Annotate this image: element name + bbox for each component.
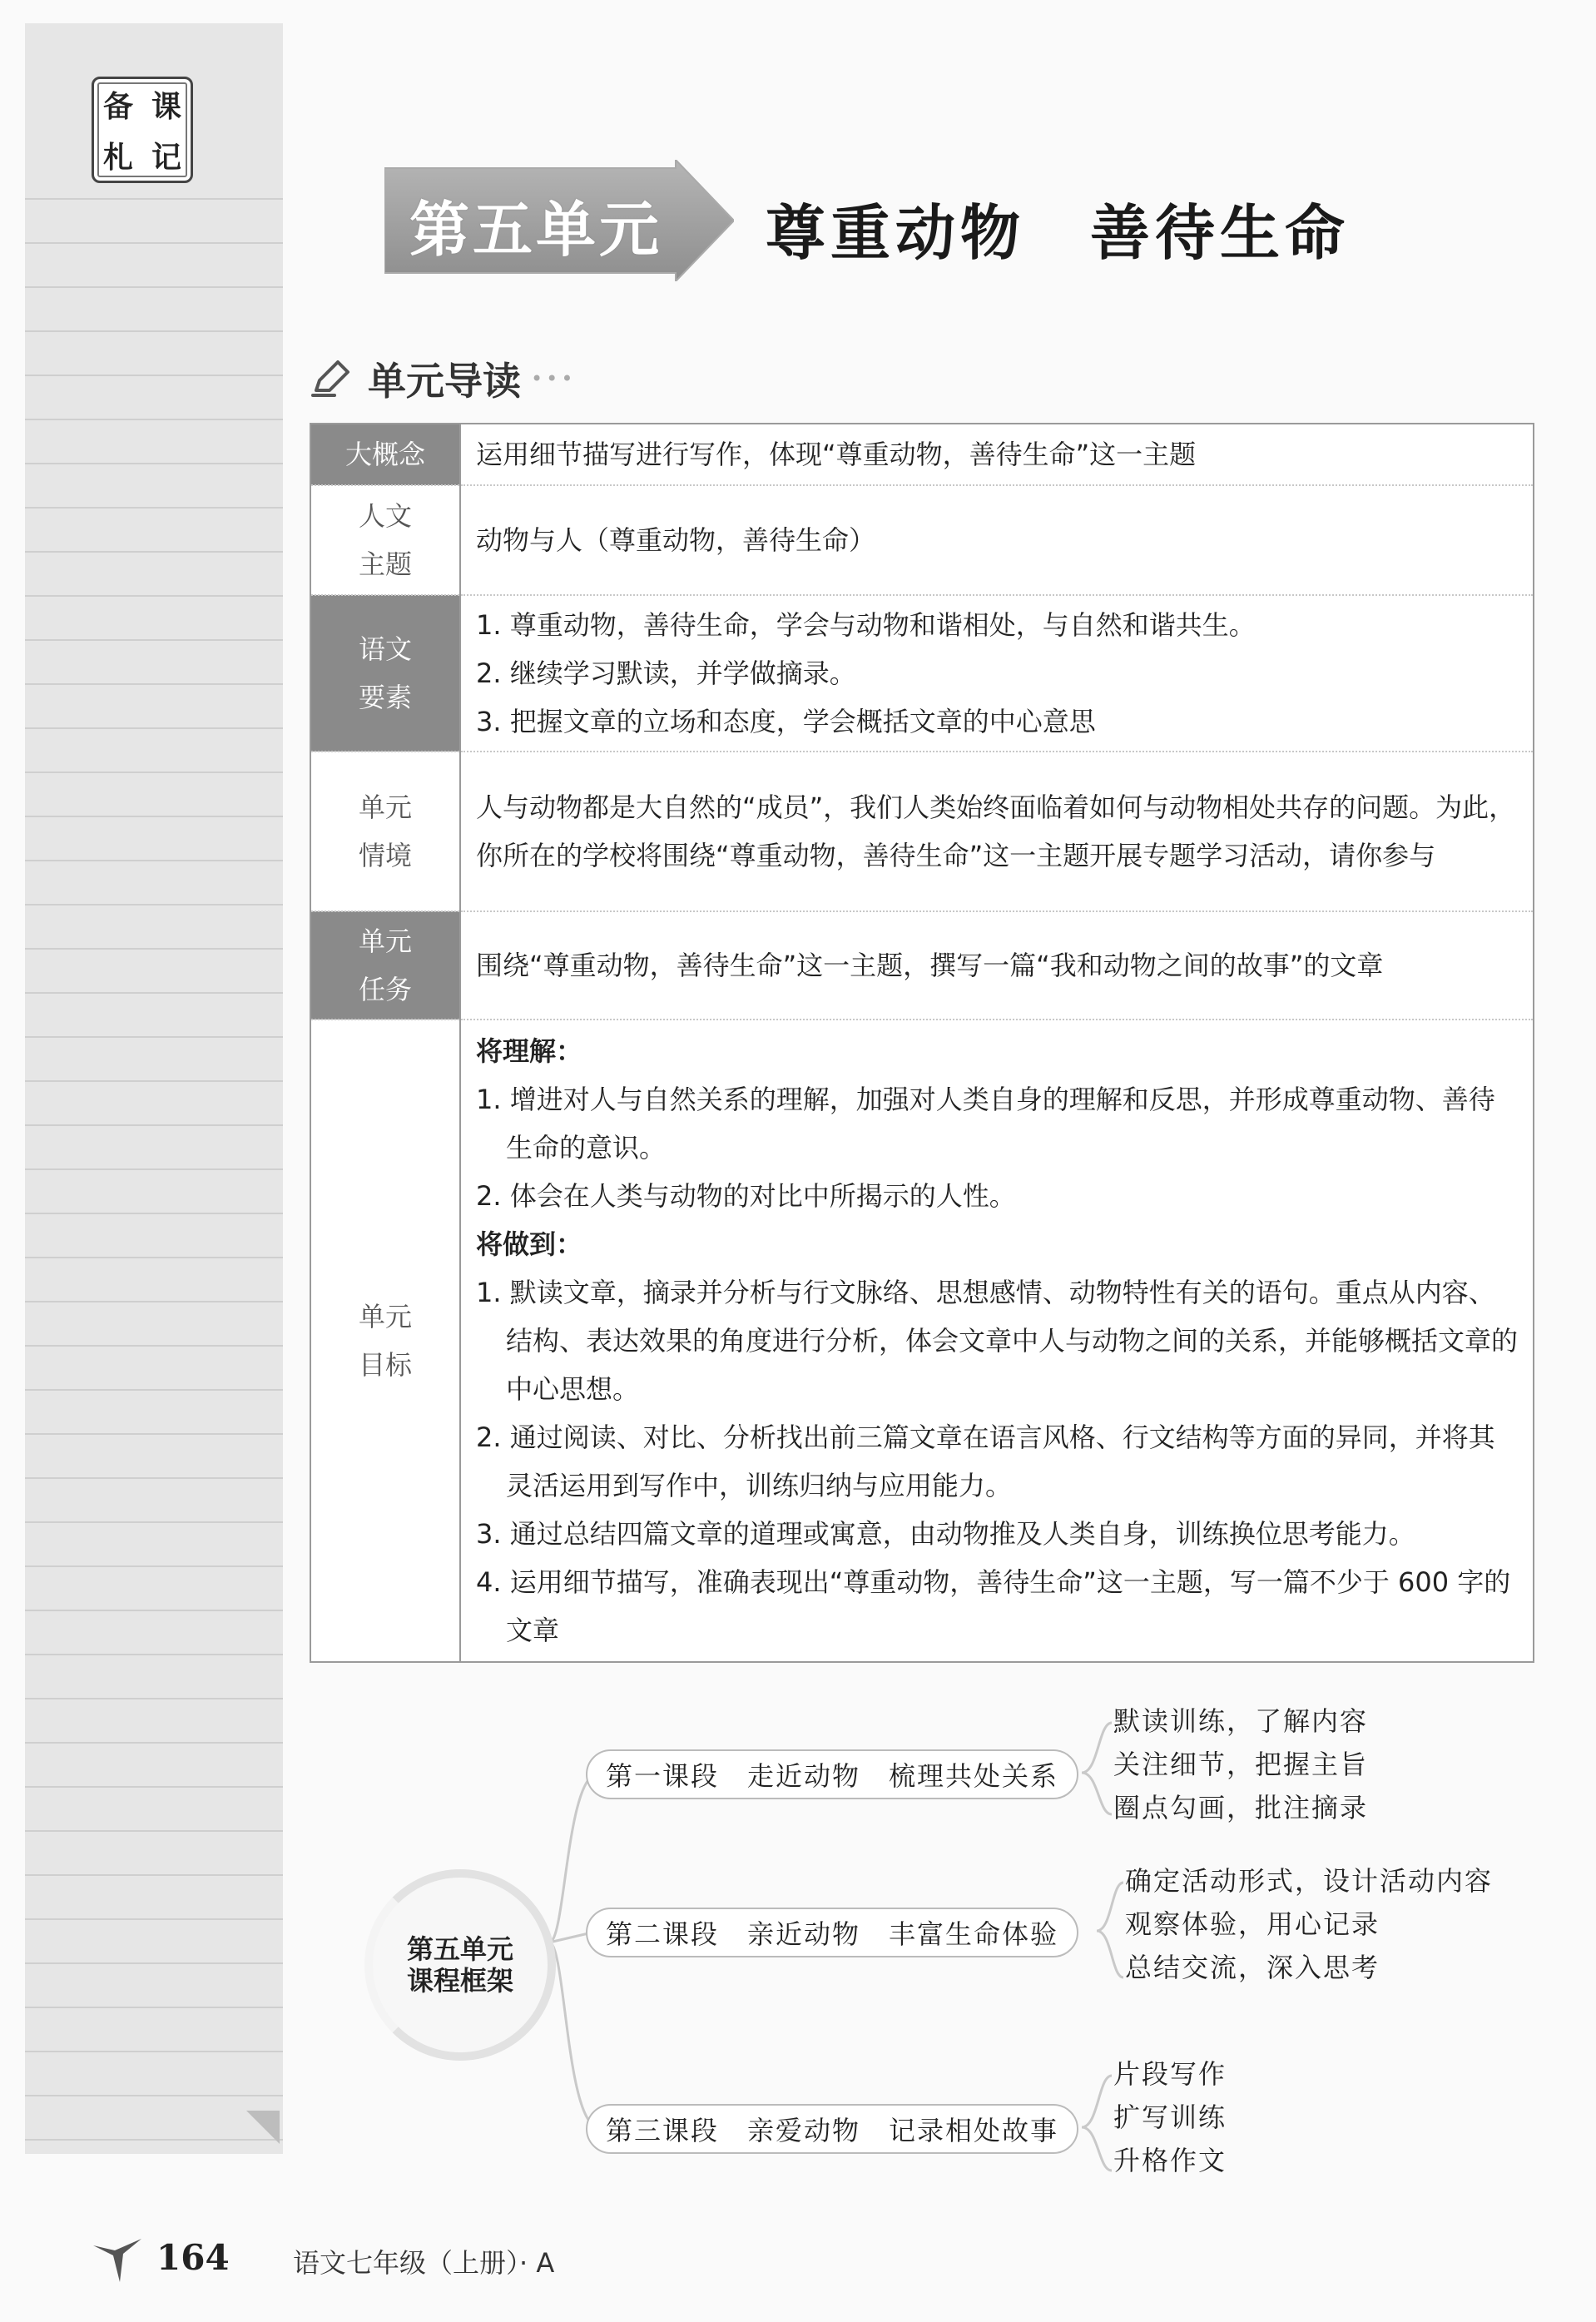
table-row [310, 911, 1534, 1020]
activity-item: 观察体验，用心记录 [1125, 1908, 1380, 1940]
activity-item: 升格作文 [1113, 2145, 1227, 2176]
do-heading: 将做到： [476, 1228, 583, 1260]
table-row [310, 752, 1534, 911]
row-content [460, 424, 1534, 485]
lesson-notes-stamp [92, 77, 193, 183]
row-content [460, 752, 1534, 911]
row-line: 人与动物都是大自然的“成员”，我们人类始终面临着如何与动物相处共存的问题。为此，你所在的学校将围绕“尊重动物，善待生命”这一主题开展专题学习活动，请你参与 [476, 791, 1516, 871]
row-line: 3. 把握文章的立场和态度，学会概括文章的中心意思 [476, 706, 1096, 737]
row-label: 单元 目标 [310, 1020, 460, 1662]
table-row [310, 595, 1534, 752]
row-label: 语文 要素 [310, 595, 460, 752]
stage-2: 第二课段 亲近动物 丰富生命体验 [586, 1908, 1078, 1957]
row-content [460, 911, 1534, 1020]
activity-item: 扩写训练 [1113, 2101, 1227, 2133]
row-label: 单元 任务 [310, 911, 460, 1020]
row-line: 围绕“尊重动物，善待生命”这一主题，撰写一篇“我和动物之间的故事”的文章 [476, 950, 1384, 981]
row-line: 2. 继续学习默读，并学做摘录。 [476, 657, 856, 689]
row-content [460, 485, 1534, 595]
do-item: 2. 通过阅读、对比、分析找出前三篇文章在语言风格、行文结构等方面的异同，并将其灵活运用到写作中，训练归纳与应用能力。 [476, 1421, 1495, 1501]
row-line: 1. 尊重动物，善待生命，学会与动物和谐相处，与自然和谐共生。 [476, 609, 1256, 641]
unit-guide-table [310, 423, 1534, 1663]
stamp-char: 记 [151, 141, 181, 175]
framework-center-line: 第五单元 [406, 1933, 513, 1965]
bird-logo-icon [90, 2234, 145, 2284]
unit-guide-heading [310, 350, 576, 408]
activity-item: 片段写作 [1113, 2058, 1227, 2090]
stage-2-activities [1125, 1859, 1493, 1989]
do-item: 4. 运用细节描写，准确表现出“尊重动物，善待生命”这一主题，写一篇不少于 600 字的文章 [476, 1566, 1511, 1646]
activity-item: 圈点勾画，批注摘录 [1113, 1792, 1369, 1823]
row-line: 运用细节描写进行写作，体现“尊重动物，善待生命”这一主题 [476, 439, 1197, 470]
unit-title: 尊重动物 善待生命 [766, 198, 1351, 268]
understand-item: 1. 增进对人与自然关系的理解，加强对人类自身的理解和反思，并形成尊重动物、善待生命的意识。 [476, 1084, 1495, 1163]
framework-center [364, 1869, 556, 2061]
stage-3: 第三课段 亲爱动物 记录相处故事 [586, 2104, 1078, 2154]
table-row [310, 424, 1534, 485]
row-content [460, 595, 1534, 752]
activity-item: 总结交流，深入思考 [1125, 1952, 1380, 1983]
row-label: 单元 情境 [310, 752, 460, 911]
stamp-char: 备 [102, 90, 133, 124]
table-row [310, 1020, 1534, 1662]
row-label: 人文 主题 [310, 485, 460, 595]
table-row [310, 485, 1534, 595]
page-number: 164 [156, 2237, 230, 2278]
stage-3-activities [1113, 2052, 1227, 2182]
unit-label: 第五单元 [409, 195, 663, 265]
stage-1-activities [1113, 1699, 1368, 1829]
activity-item: 默读训练，了解内容 [1113, 1705, 1369, 1737]
row-label: 大概念 [310, 424, 460, 485]
guide-dots: ••• [531, 367, 577, 390]
stage-1: 第一课段 走近动物 梳理共处关系 [586, 1749, 1078, 1799]
do-item: 1. 默读文章，摘录并分析与行文脉络、思想感情、动物特性有关的语句。重点从内容、结构、表达效果的角度进行分析，体会文章中人与动物之间的关系，并能够概括文章的中心思想。 [476, 1277, 1519, 1405]
stamp-char: 课 [151, 90, 181, 124]
understand-item: 2. 体会在人类与动物的对比中所揭示的人性。 [476, 1180, 1016, 1212]
page-corner-fold [246, 2111, 280, 2144]
understand-heading: 将理解： [476, 1035, 583, 1067]
row-content [460, 1020, 1534, 1662]
framework-center-line: 课程框架 [406, 1965, 513, 1997]
guide-title: 单元导读 [368, 359, 521, 404]
lesson-notes-column [25, 23, 283, 2154]
activity-item: 确定活动形式，设计活动内容 [1125, 1865, 1494, 1897]
do-item: 3. 通过总结四篇文章的道理或寓意，由动物推及人类自身，训练换位思考能力。 [476, 1518, 1415, 1550]
activity-item: 关注细节，把握主旨 [1113, 1749, 1369, 1780]
row-line: 动物与人（尊重动物，善待生命） [476, 524, 876, 556]
book-title: 语文七年级（上册）· A [293, 2247, 555, 2279]
pencil-icon [310, 357, 353, 400]
stamp-char: 札 [102, 141, 133, 175]
